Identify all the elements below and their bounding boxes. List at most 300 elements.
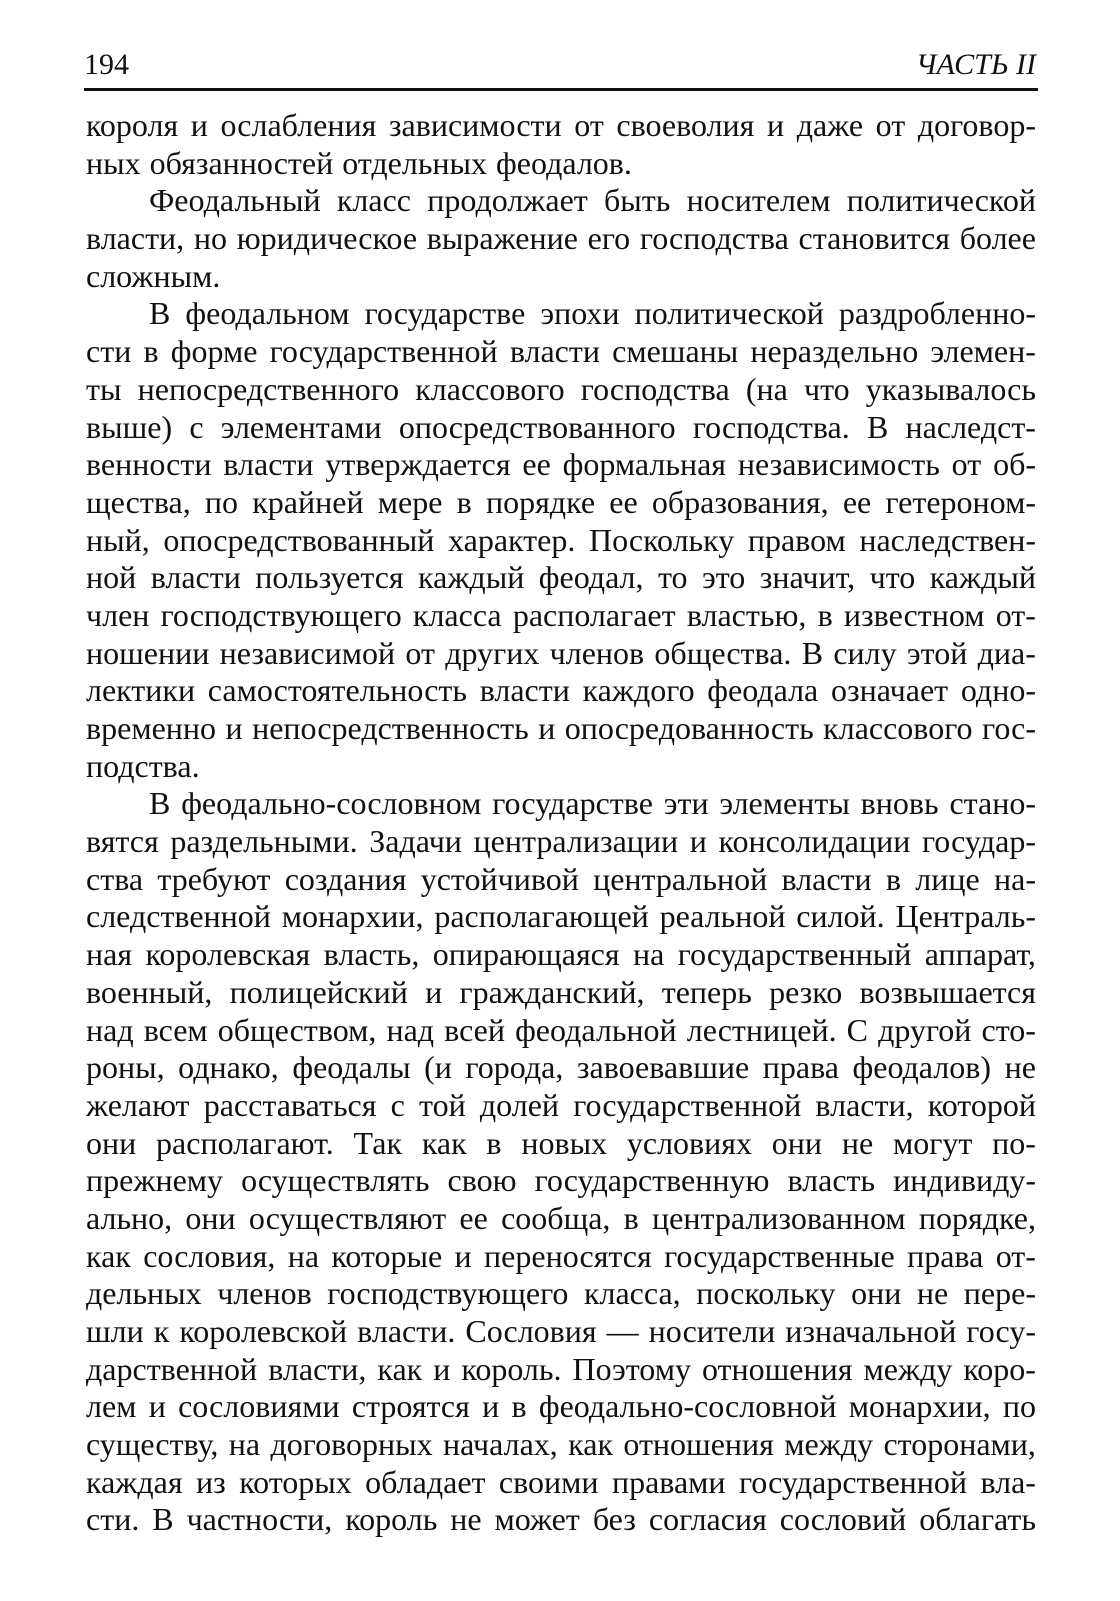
- word: от: [574, 107, 604, 143]
- word: В: [866, 408, 889, 445]
- word: самостоятельность: [207, 672, 467, 709]
- word: облагать: [919, 1501, 1036, 1538]
- word: началах,: [443, 1426, 558, 1463]
- word: пере-: [963, 1275, 1036, 1312]
- word: ее: [522, 446, 551, 483]
- word: в: [143, 333, 159, 370]
- text-line: [86, 1162, 1036, 1200]
- word: власти.: [357, 1313, 456, 1349]
- word: над: [386, 1011, 435, 1048]
- word: сообща,: [501, 1199, 611, 1236]
- word: классового: [823, 710, 973, 746]
- word: опосредованность: [564, 710, 814, 746]
- word: стано-: [949, 785, 1036, 822]
- text-line: [86, 371, 1036, 409]
- word: гетероном-: [885, 483, 1036, 520]
- text-line: [86, 1238, 1036, 1276]
- word: отдельных: [342, 144, 488, 181]
- text-line: [86, 333, 1036, 371]
- word: не: [916, 1275, 949, 1312]
- word: властью,: [686, 596, 807, 633]
- word: государственный: [677, 936, 912, 973]
- word: сти: [86, 333, 132, 370]
- word: господства.: [692, 408, 850, 445]
- word: нераздельно: [750, 333, 919, 370]
- text-line: [86, 522, 1036, 560]
- text-line: [86, 484, 1036, 522]
- word: государстве: [364, 295, 526, 332]
- word: государ-: [921, 823, 1036, 860]
- word: другой: [878, 1011, 972, 1048]
- word: лектики: [86, 672, 196, 709]
- word: член: [86, 596, 150, 633]
- word: лице: [915, 860, 980, 897]
- word: централизации: [473, 823, 679, 860]
- word: опосредствованный: [163, 521, 435, 558]
- word: они: [185, 1199, 236, 1236]
- word: ных: [86, 144, 141, 181]
- word: всей: [444, 1011, 505, 1048]
- word: на: [633, 936, 665, 973]
- word: договорных: [270, 1426, 433, 1463]
- text-line: [86, 672, 1036, 710]
- word: продолжает: [427, 182, 588, 219]
- word: ный,: [86, 521, 150, 558]
- word: сти.: [86, 1501, 140, 1538]
- word: класса: [412, 596, 502, 633]
- word: по-: [992, 1124, 1036, 1161]
- word: известном: [843, 596, 985, 633]
- word: над: [86, 1011, 134, 1048]
- word: осуществляют: [248, 1199, 447, 1236]
- text-line: [86, 1501, 1036, 1539]
- word: от: [875, 107, 906, 143]
- word: диа-: [977, 634, 1036, 671]
- word: класса,: [583, 1275, 681, 1312]
- word: к: [153, 1313, 170, 1349]
- word: Задачи: [369, 823, 462, 860]
- word: ее: [842, 483, 872, 520]
- word: сословий: [779, 1501, 907, 1538]
- word: ее: [609, 483, 638, 520]
- word: феодальной: [515, 1011, 677, 1048]
- word: возвышается: [859, 973, 1036, 1010]
- word: раздробленно-: [838, 295, 1036, 332]
- word: элемен-: [930, 333, 1036, 370]
- word: власти,: [268, 1350, 367, 1387]
- word: гражданский,: [459, 973, 645, 1010]
- word: политической: [846, 182, 1036, 219]
- word: обязанностей: [149, 144, 334, 181]
- text-line: [86, 748, 1036, 786]
- word: смешаны: [612, 333, 739, 370]
- word: что: [869, 559, 916, 596]
- word: с: [390, 1086, 405, 1123]
- word: осуществлять: [241, 1162, 430, 1199]
- word: элементами: [220, 408, 382, 445]
- word: они: [771, 1124, 823, 1161]
- word: в: [817, 596, 833, 633]
- word: которой: [927, 1086, 1036, 1123]
- word: феодалы: [292, 1049, 411, 1086]
- word: свою: [447, 1162, 517, 1199]
- word: и: [425, 973, 443, 1010]
- word: военный,: [86, 973, 213, 1010]
- word: располагают.: [156, 1124, 334, 1161]
- word: политической: [634, 295, 824, 332]
- word: по: [1002, 1388, 1036, 1425]
- word: по: [204, 483, 239, 520]
- word: образования,: [651, 483, 829, 520]
- word: господствующего: [327, 1275, 569, 1312]
- word: С: [846, 1011, 869, 1048]
- word: наследствен-: [859, 521, 1036, 558]
- word: правом: [747, 521, 846, 558]
- word: власти: [150, 559, 241, 596]
- word: лестницей.: [686, 1011, 837, 1048]
- text-line: [86, 1049, 1036, 1087]
- word: его: [587, 220, 631, 257]
- word: ная: [86, 936, 133, 973]
- word: гос-: [981, 710, 1036, 746]
- word: той: [419, 1086, 466, 1123]
- word: существу,: [86, 1426, 219, 1463]
- word: долей: [479, 1086, 560, 1123]
- word: не: [841, 1124, 874, 1161]
- word: опирающаяся: [432, 936, 620, 973]
- word: и: [225, 710, 243, 746]
- word: и: [766, 107, 785, 143]
- word: в: [885, 860, 902, 897]
- word: на: [228, 1426, 261, 1463]
- word: аппарат,: [924, 936, 1036, 973]
- word: независимость: [737, 446, 940, 483]
- word: силу: [833, 634, 897, 671]
- word: централизованном: [652, 1199, 906, 1236]
- word: и: [454, 1237, 472, 1274]
- word: строятся: [351, 1388, 470, 1425]
- text-line: [86, 107, 1036, 145]
- word: власти: [223, 446, 314, 483]
- text-line: [86, 635, 1036, 673]
- word: сословия,: [143, 1237, 276, 1274]
- word: они: [851, 1275, 902, 1312]
- word: в: [456, 483, 472, 520]
- text-line: [86, 182, 1036, 220]
- text-line: [86, 1313, 1036, 1351]
- word: не: [450, 1501, 482, 1538]
- word: желают: [86, 1086, 190, 1123]
- text-line: [86, 1200, 1036, 1238]
- word: власти,: [815, 1086, 914, 1123]
- word: быть: [604, 182, 671, 219]
- word: это: [701, 559, 746, 596]
- word: об-: [993, 446, 1036, 483]
- word: значит,: [759, 559, 856, 596]
- word: в: [511, 1388, 527, 1425]
- word: от-: [995, 1237, 1036, 1274]
- word: и: [433, 1350, 451, 1387]
- word: частности,: [186, 1501, 333, 1538]
- word: класс: [336, 182, 411, 219]
- word: в: [623, 1199, 639, 1236]
- word: прежнему: [86, 1162, 224, 1199]
- word: —: [606, 1313, 639, 1349]
- word: что: [803, 370, 850, 407]
- word: каждого: [582, 672, 695, 709]
- word: и: [190, 107, 208, 143]
- text-line: [86, 446, 1036, 484]
- text-line: [86, 1012, 1036, 1050]
- word: с: [189, 408, 204, 445]
- word: власти: [479, 672, 570, 709]
- word: на-: [993, 860, 1036, 897]
- text-line: [86, 1351, 1036, 1389]
- word: дельных: [86, 1275, 202, 1312]
- word: В: [149, 785, 171, 822]
- word: могут: [892, 1124, 973, 1161]
- running-head: ЧАСТЬ II: [915, 48, 1036, 81]
- word: монархии,: [848, 1388, 991, 1425]
- word: договор-: [917, 107, 1036, 143]
- word: следственной: [86, 898, 271, 935]
- word: власть,: [323, 936, 420, 973]
- word: феодальном: [185, 295, 350, 332]
- word: ально,: [86, 1199, 173, 1236]
- word: полицейский: [229, 973, 408, 1010]
- word: утверждается: [325, 446, 511, 483]
- word: всем: [143, 1011, 208, 1048]
- word: Феодальный: [149, 182, 321, 219]
- word: государственную: [534, 1162, 770, 1199]
- word: переносятся: [484, 1237, 652, 1274]
- body-text: [86, 107, 1036, 1539]
- text-line: [86, 1426, 1036, 1464]
- word: права: [907, 1237, 984, 1274]
- word: устойчивой: [420, 860, 579, 897]
- word: венности: [86, 446, 212, 483]
- word: новых: [521, 1124, 608, 1161]
- word: ослабления: [220, 107, 377, 143]
- word: временно: [86, 710, 217, 746]
- word: но: [193, 220, 228, 257]
- word: сто-: [981, 1011, 1036, 1048]
- word: феодалов): [852, 1049, 992, 1086]
- text-line: [86, 1464, 1036, 1502]
- word: В: [801, 634, 824, 671]
- word: подства.: [86, 747, 200, 784]
- word: госу-: [966, 1313, 1036, 1349]
- word: ной: [86, 559, 137, 596]
- text-line: [86, 1087, 1036, 1125]
- word: как: [421, 1124, 467, 1161]
- word: как: [86, 1237, 131, 1274]
- word: государственной: [573, 1086, 802, 1123]
- word: опосредствованного: [398, 408, 676, 445]
- word: феодал,: [538, 559, 644, 596]
- word: вятся: [86, 823, 159, 860]
- word: от-: [995, 596, 1036, 633]
- text-line: [86, 936, 1036, 974]
- word: феодалов.: [496, 144, 632, 181]
- text-line: [86, 295, 1036, 333]
- word: не: [1004, 1049, 1036, 1086]
- word: располагает: [512, 596, 676, 633]
- word: создания: [284, 860, 407, 897]
- word: центральной: [593, 860, 768, 897]
- word: требуют: [157, 860, 271, 897]
- word: мере: [377, 483, 443, 520]
- word: более: [959, 220, 1036, 257]
- word: реальной: [659, 898, 786, 935]
- word: условиях: [626, 1124, 752, 1161]
- text-line: [86, 898, 1036, 936]
- word: они: [86, 1124, 137, 1161]
- word: порядке,: [918, 1199, 1036, 1236]
- word: феодально-сословном: [181, 785, 482, 822]
- word: крайней: [252, 483, 364, 520]
- word: правами: [611, 1463, 726, 1500]
- word: эти: [663, 785, 709, 822]
- word: резко: [769, 973, 843, 1010]
- word: на: [287, 1237, 320, 1274]
- word: как: [568, 1426, 613, 1463]
- word: щества,: [86, 483, 191, 520]
- word: шли: [86, 1313, 144, 1349]
- word: ношении: [86, 634, 210, 671]
- word: из: [196, 1463, 226, 1500]
- word: и: [538, 710, 556, 746]
- text-line: [86, 220, 1036, 258]
- text-line: [86, 785, 1036, 823]
- word: королевская: [145, 936, 311, 973]
- word: консолидации: [718, 823, 911, 860]
- word: права: [762, 1049, 839, 1086]
- word: носители: [648, 1313, 776, 1349]
- word: которых: [239, 1463, 352, 1500]
- word: между: [784, 1426, 874, 1463]
- word: обладает: [365, 1463, 486, 1500]
- word: ства: [86, 860, 144, 897]
- text-line: [86, 1275, 1036, 1313]
- word: короля: [86, 107, 179, 143]
- word: дарственной: [86, 1350, 258, 1387]
- word: роны,: [86, 1049, 165, 1086]
- word: юридическое: [236, 220, 418, 257]
- word: этой: [906, 634, 968, 671]
- word: может: [494, 1501, 580, 1538]
- word: лем: [86, 1388, 137, 1425]
- word: феодально-сословной: [538, 1388, 837, 1425]
- word: непосредственного: [137, 370, 400, 407]
- word: своеволия: [616, 107, 755, 143]
- page-header: [84, 44, 1038, 91]
- word: зависимости: [388, 107, 562, 143]
- word: каждая: [86, 1463, 183, 1500]
- word: силой.: [796, 898, 885, 935]
- word: власти,: [86, 220, 185, 257]
- word: носителем: [686, 182, 831, 219]
- text-line: [86, 823, 1036, 861]
- word: порядке: [485, 483, 596, 520]
- word: отношения: [701, 1350, 853, 1387]
- word: король.: [461, 1350, 562, 1387]
- word: обществом,: [217, 1011, 377, 1048]
- text-line: [86, 559, 1036, 597]
- word: форме: [170, 333, 258, 370]
- word: королевской: [179, 1313, 348, 1349]
- word: В: [149, 295, 171, 332]
- word: других: [445, 634, 540, 671]
- word: непосредственность: [252, 710, 529, 746]
- word: от: [405, 634, 435, 671]
- word: государстве: [492, 785, 653, 822]
- word: государственной: [738, 1463, 968, 1500]
- word: отношения: [623, 1426, 774, 1463]
- word: формальная: [562, 446, 727, 483]
- word: которые: [331, 1237, 443, 1274]
- word: то: [657, 559, 688, 596]
- word: выше): [86, 408, 173, 445]
- text-line: [86, 597, 1036, 635]
- word: Сословия: [465, 1313, 597, 1349]
- word: (на: [745, 370, 788, 407]
- text-line: [86, 145, 1036, 183]
- word: вла-: [980, 1463, 1036, 1500]
- word: монархии,: [281, 898, 424, 935]
- word: господства: [580, 370, 730, 407]
- word: ты: [86, 370, 122, 407]
- word: Поскольку: [588, 521, 735, 558]
- word: каждый: [929, 559, 1036, 596]
- word: индивиду-: [893, 1162, 1036, 1199]
- word: сословиями: [178, 1388, 340, 1425]
- word: членов: [217, 1275, 312, 1312]
- word: изначальной: [785, 1313, 957, 1349]
- word: сложным.: [86, 257, 221, 294]
- word: и: [148, 1388, 166, 1425]
- word: и: [689, 823, 707, 860]
- word: в: [486, 1124, 502, 1161]
- word: от: [951, 446, 982, 483]
- word: однако,: [178, 1049, 279, 1086]
- word: раздельными.: [170, 823, 358, 860]
- word: членов: [549, 634, 645, 671]
- word: вновь: [860, 785, 939, 822]
- word: пользуется: [255, 559, 404, 596]
- text-line: [86, 258, 1036, 296]
- word: выражение: [426, 220, 578, 257]
- text-line: [86, 1125, 1036, 1163]
- word: без: [592, 1501, 636, 1538]
- word: города,: [465, 1049, 564, 1086]
- word: Централь-: [895, 898, 1036, 935]
- word: классового: [415, 370, 565, 407]
- word: даже: [796, 107, 864, 143]
- word: становится: [798, 220, 950, 257]
- word: господства: [639, 220, 789, 257]
- word: характер.: [448, 521, 576, 558]
- word: феодала: [707, 672, 819, 709]
- word: расставаться: [203, 1086, 377, 1123]
- word: каждый: [418, 559, 525, 596]
- word: между: [863, 1350, 953, 1387]
- text-line: [86, 1388, 1036, 1426]
- word: указывалось: [865, 370, 1036, 407]
- word: теперь: [661, 973, 752, 1010]
- word: общества.: [654, 634, 792, 671]
- word: власти: [781, 860, 872, 897]
